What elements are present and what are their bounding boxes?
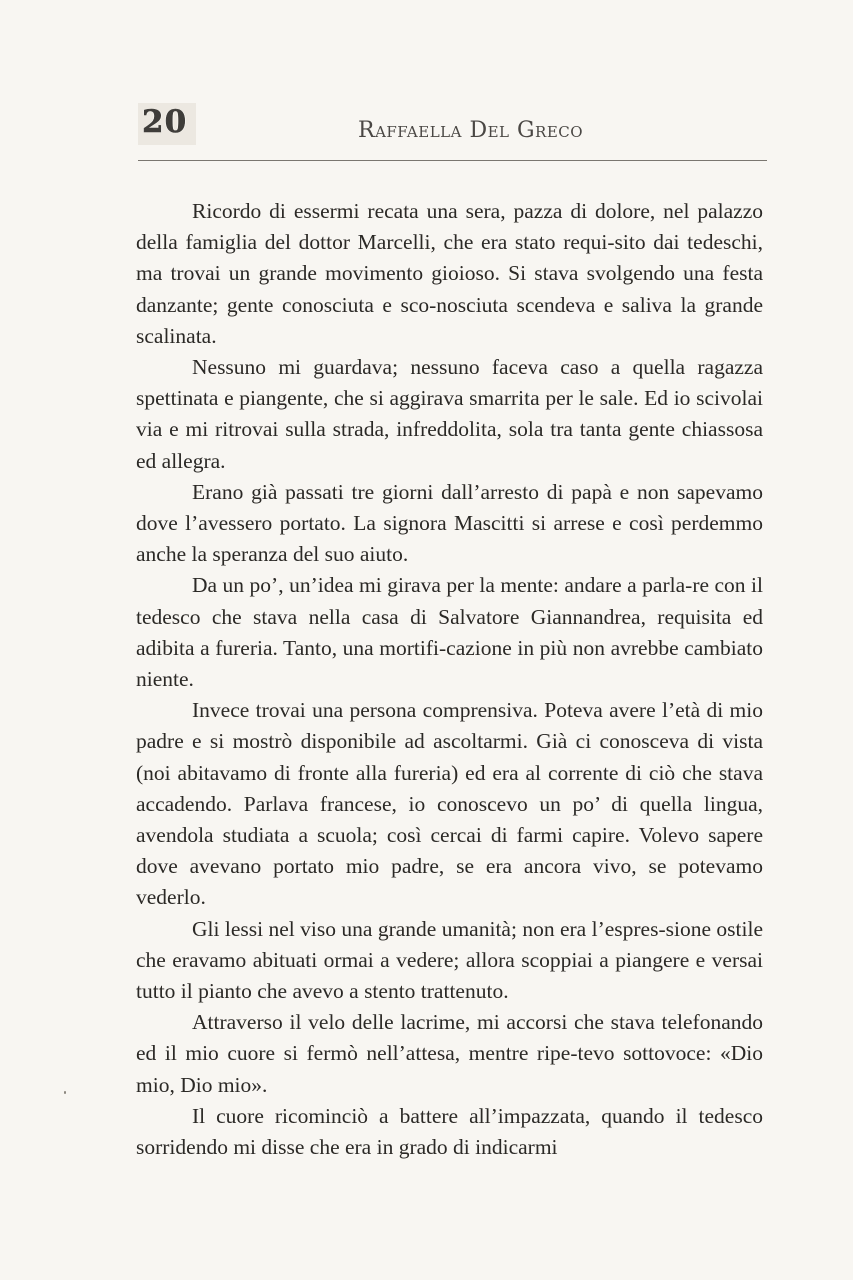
- paragraph: Da un po’, un’idea mi girava per la mente: andare a parla-re con il tedesco che stava nella casa di Salvatore Giannandrea, requisita ed adibita a fureria. Tanto, una mortifi-cazione in più non avrebbe cambiato niente.: [136, 573, 763, 692]
- paragraph: Il cuore ricominciò a battere all’impazzata, quando il tedesco sorridendo mi disse che era in grado di indicarmi: [136, 1103, 763, 1160]
- body-text: [136, 196, 763, 1163]
- paragraph: Invece trovai una persona comprensiva. Poteva avere l’età di mio padre e si mostrò disponibile ad ascoltarmi. Già ci conosceva di vista (noi abitavamo di fronte alla fureria) ed era al corrente di ciò che stava accadendo. Parlava francese, io conoscevo un po’ di quella lingua, avendola studiata a scuola; così cercai di farmi capire. Volevo sapere dove avevano portato mio padre, se era ancora vivo, se potevamo vederlo.: [136, 698, 763, 910]
- page-number: 20: [142, 104, 188, 140]
- paragraph: Nessuno mi guardava; nessuno faceva caso a quella ragazza spettinata e piangente, che si aggirava smarrita per le sale. Ed io scivolai via e mi ritrovai sulla strada, infreddolita, sola tra tanta gente chiassosa ed allegra.: [136, 355, 763, 473]
- paragraph: Erano già passati tre giorni dall’arresto di papà e non sapevamo dove l’avessero portato. La signora Mascitti si arrese e così perdemmo anche la speranza del suo aiuto.: [136, 479, 763, 567]
- paragraph: Gli lessi nel viso una grande umanità; non era l’espres-sione ostile che eravamo abituati ormai a vedere; allora scoppiai a piangere e versai tutto il pianto che avevo a stento trattenuto.: [136, 916, 763, 1004]
- paragraph: Ricordo di essermi recata una sera, pazza di dolore, nel palazzo della famiglia del dottor Marcelli, che era stato requi-sito dai tedeschi, ma trovai un grande movimento gioioso. Si stava svolgendo una festa danzante; gente conosciuta e sco-nosciuta scendeva e saliva la grande scalinata.: [136, 199, 763, 348]
- paper-speck: [64, 1091, 66, 1094]
- running-header-author: Raffaella Del Greco: [358, 118, 584, 143]
- paragraph: Attraverso il velo delle lacrime, mi accorsi che stava telefonando ed il mio cuore si fermò nell’attesa, mentre ripe-tevo sottovoce: «Dio mio, Dio mio».: [136, 1010, 763, 1097]
- header-rule: [138, 160, 767, 161]
